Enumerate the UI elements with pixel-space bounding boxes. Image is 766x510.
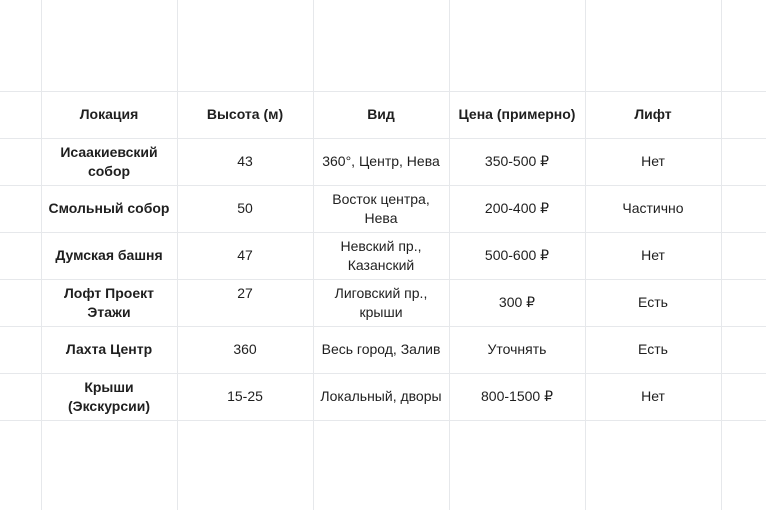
table-cell[interactable]: Смольный собор: [48, 200, 170, 216]
table-cell[interactable]: 500-600 ₽: [484, 247, 550, 263]
table-cell[interactable]: Весь город, Залив: [321, 341, 441, 357]
table-cell[interactable]: 300 ₽: [498, 294, 536, 310]
header-cell-view[interactable]: Вид: [367, 106, 395, 122]
table-cell[interactable]: Лиговский пр., крыши: [334, 284, 428, 320]
table-cell[interactable]: Нет: [641, 153, 665, 169]
table-cell[interactable]: 800-1500 ₽: [481, 388, 553, 404]
grid-line: [0, 420, 766, 421]
table-cell[interactable]: Невский пр., Казанский: [340, 237, 422, 273]
table-cell[interactable]: Восток центра, Нева: [332, 190, 430, 226]
table-cell[interactable]: Нет: [641, 247, 665, 263]
table-cell[interactable]: Думская башня: [55, 247, 163, 263]
table-cell[interactable]: Лахта Центр: [65, 341, 153, 357]
header-cell-height[interactable]: Высота (м): [206, 106, 284, 122]
table-cell[interactable]: 200-400 ₽: [484, 200, 550, 216]
table-cell[interactable]: 360: [233, 341, 257, 357]
table-cell[interactable]: Крыши (Экскурсии): [67, 378, 151, 414]
table-cell[interactable]: Есть: [638, 294, 668, 310]
table-cell[interactable]: 360°, Центр, Нева: [322, 153, 440, 169]
table-cell[interactable]: 27: [237, 285, 253, 301]
table-cell[interactable]: Лофт Проект Этажи: [63, 284, 154, 320]
table-cell[interactable]: Нет: [641, 388, 665, 404]
header-cell-price[interactable]: Цена (примерно): [458, 106, 576, 122]
table-cell[interactable]: 50: [237, 200, 253, 216]
table-cell[interactable]: 350-500 ₽: [484, 153, 550, 169]
table-cell[interactable]: 15-25: [227, 388, 263, 404]
table-cell[interactable]: Частично: [622, 200, 684, 216]
table-cell[interactable]: Исаакиевский собор: [60, 143, 158, 179]
header-cell-location[interactable]: Локация: [79, 106, 139, 122]
grid-line: [721, 0, 722, 510]
table-cell[interactable]: 43: [237, 153, 253, 169]
table-cell[interactable]: 47: [237, 247, 253, 263]
header-cell-elevator[interactable]: Лифт: [634, 106, 672, 122]
table-cell[interactable]: Есть: [638, 341, 668, 357]
table-cell[interactable]: Уточнять: [487, 341, 547, 357]
table-cell[interactable]: Локальный, дворы: [320, 388, 442, 404]
